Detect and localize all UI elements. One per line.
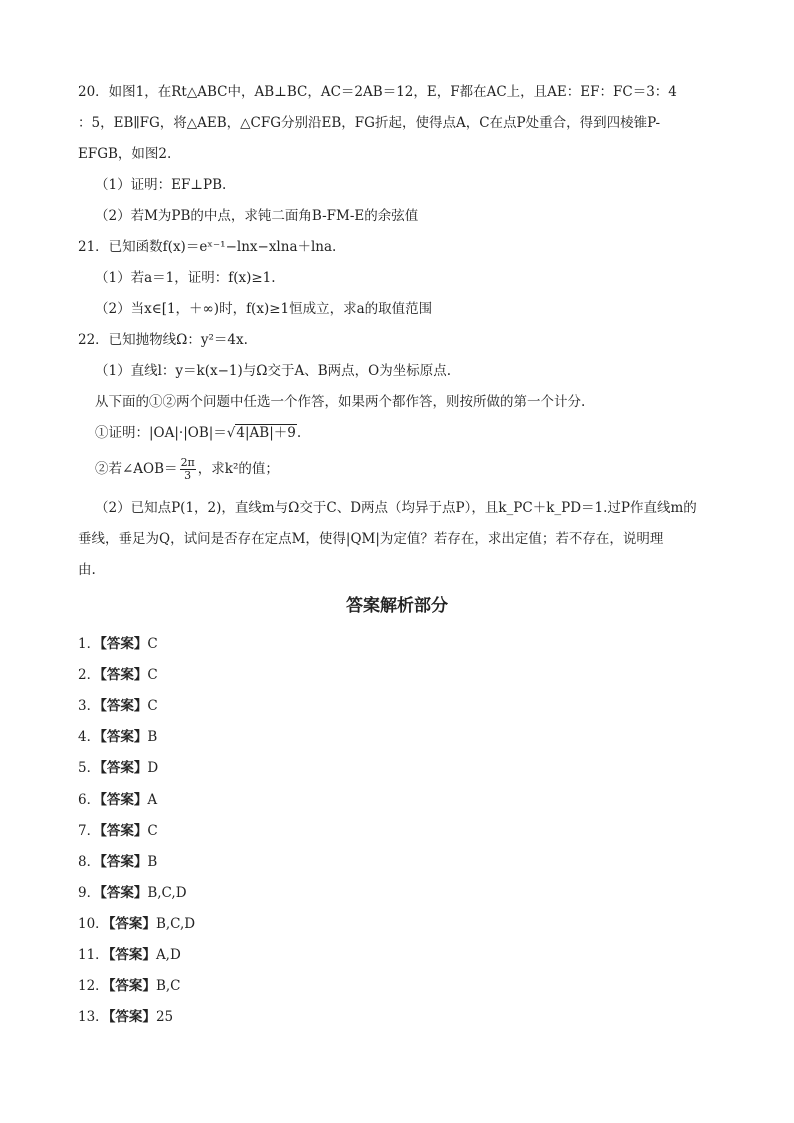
problem-22-question-2-line-2: 垂线，垂足为Q，试问是否存在定点M，使得|QM|为定值？若存在，求出定值；若不存在，说明理 <box>78 531 664 547</box>
answer-number: 4． <box>78 729 101 745</box>
problem-20-question-2: （2）若M为PB的中点，求钝二面角B-FM-E的余弦值 <box>95 208 419 224</box>
option-1-prefix: ①证明：|OA|·|OB|＝ <box>95 425 227 441</box>
problem-21-stem: 21．已知函数f(x)＝eˣ⁻¹−lnx−xlna＋lna. <box>78 239 337 255</box>
answer-value: B,C,D <box>147 885 187 901</box>
problem-22-choose-note: 从下面的①②两个问题中任选一个作答，如果两个都作答，则按所做的第一个计分. <box>95 394 586 410</box>
problem-20-line-2: ：5，EB∥FG，将△AEB，△CFG分别沿EB，FG折起，使得点A，C在点P处重合，得到四棱锥P- <box>78 115 661 131</box>
problem-20-line-3: EFGB，如图2. <box>78 146 172 162</box>
problem-22-option-1 <box>95 423 301 443</box>
answer-value: D <box>147 760 159 776</box>
answer-tag: 【答案】 <box>100 885 148 901</box>
answer-row <box>78 727 157 747</box>
answer-number: 7． <box>78 823 101 839</box>
answer-value: B,C,D <box>155 916 196 932</box>
fraction-two-pi-over-three <box>180 457 196 482</box>
answer-row <box>78 696 158 716</box>
answer-row <box>78 758 158 778</box>
answer-value: B,C <box>155 978 181 994</box>
option-1-suffix: . <box>296 425 302 441</box>
answer-row <box>78 790 157 810</box>
answer-row <box>78 852 157 872</box>
answer-tag: 【答案】 <box>100 667 148 683</box>
answer-value: B <box>147 729 158 745</box>
answer-number: 3． <box>78 698 101 714</box>
option-2-suffix: ，求k²的值； <box>197 461 279 477</box>
answer-tag: 【答案】 <box>100 792 148 808</box>
answer-row <box>78 914 195 934</box>
answer-row <box>78 945 181 965</box>
answer-value: A <box>147 792 158 808</box>
answer-number: 1． <box>78 636 101 652</box>
option-2-prefix: ②若∠AOB＝ <box>95 461 178 477</box>
answer-row <box>78 976 180 996</box>
problem-20-line-1: 20．如图1，在Rt△ABC中，AB⊥BC，AC＝2AB＝12，E，F都在AC上，且AE：EF：FC＝3：4 <box>78 84 677 100</box>
answer-tag: 【答案】 <box>100 760 148 776</box>
answer-value: A,D <box>155 947 181 963</box>
answer-row <box>78 821 158 841</box>
problem-22-question-1: （1）直线l：y＝k(x−1)与Ω交于A、B两点，O为坐标原点. <box>95 363 451 379</box>
answer-number: 10． <box>78 916 109 932</box>
answer-value: C <box>147 667 158 683</box>
answer-number: 2． <box>78 667 101 683</box>
answer-value: C <box>147 823 158 839</box>
problem-21-question-2: （2）当x∈[1，＋∞)时，f(x)≥1恒成立，求a的取值范围 <box>95 301 433 317</box>
answer-number: 9． <box>78 885 101 901</box>
answer-row <box>78 634 158 654</box>
answer-row <box>78 665 158 685</box>
answer-tag: 【答案】 <box>108 947 156 963</box>
answer-tag: 【答案】 <box>108 916 156 932</box>
answer-tag: 【答案】 <box>100 854 148 870</box>
problem-21-question-1: （1）若a＝1，证明：f(x)≥1. <box>95 270 276 286</box>
answer-value: C <box>147 698 158 714</box>
answer-tag: 【答案】 <box>100 698 148 714</box>
answer-tag: 【答案】 <box>108 978 156 994</box>
answer-tag: 【答案】 <box>100 636 148 652</box>
problem-20-question-1: （1）证明：EF⊥PB. <box>95 177 227 193</box>
answer-number: 13． <box>78 1009 109 1025</box>
answer-value: C <box>147 636 158 652</box>
answer-number: 6． <box>78 792 101 808</box>
answers-section-title: 答案解析部分 <box>346 596 448 616</box>
problem-22-question-2-line-3: 由. <box>78 562 96 578</box>
answer-number: 8． <box>78 854 101 870</box>
option-1-radicand: 4|AB|＋9 <box>236 425 296 441</box>
answer-row <box>78 883 187 903</box>
answer-value: B <box>147 854 158 870</box>
answer-tag: 【答案】 <box>100 729 148 745</box>
answer-number: 12． <box>78 978 109 994</box>
problem-22-option-2 <box>95 455 279 483</box>
problem-22-question-2-line-1: （2）已知点P(1，2)，直线m与Ω交于C、D两点（均异于点P），且k_PC＋k_PD＝1.过P作直线m的 <box>95 500 697 516</box>
sqrt-symbol: √ <box>226 425 236 441</box>
fraction-numerator: 2π <box>180 456 195 469</box>
problem-22-stem: 22．已知抛物线Ω：y²＝4x. <box>78 332 248 348</box>
answer-row <box>78 1007 173 1027</box>
answer-tag: 【答案】 <box>100 823 148 839</box>
fraction-denominator: 3 <box>184 469 192 482</box>
answer-number: 5． <box>78 760 101 776</box>
answer-value: 25 <box>155 1009 174 1025</box>
answer-tag: 【答案】 <box>108 1009 156 1025</box>
answer-number: 11． <box>78 947 109 963</box>
